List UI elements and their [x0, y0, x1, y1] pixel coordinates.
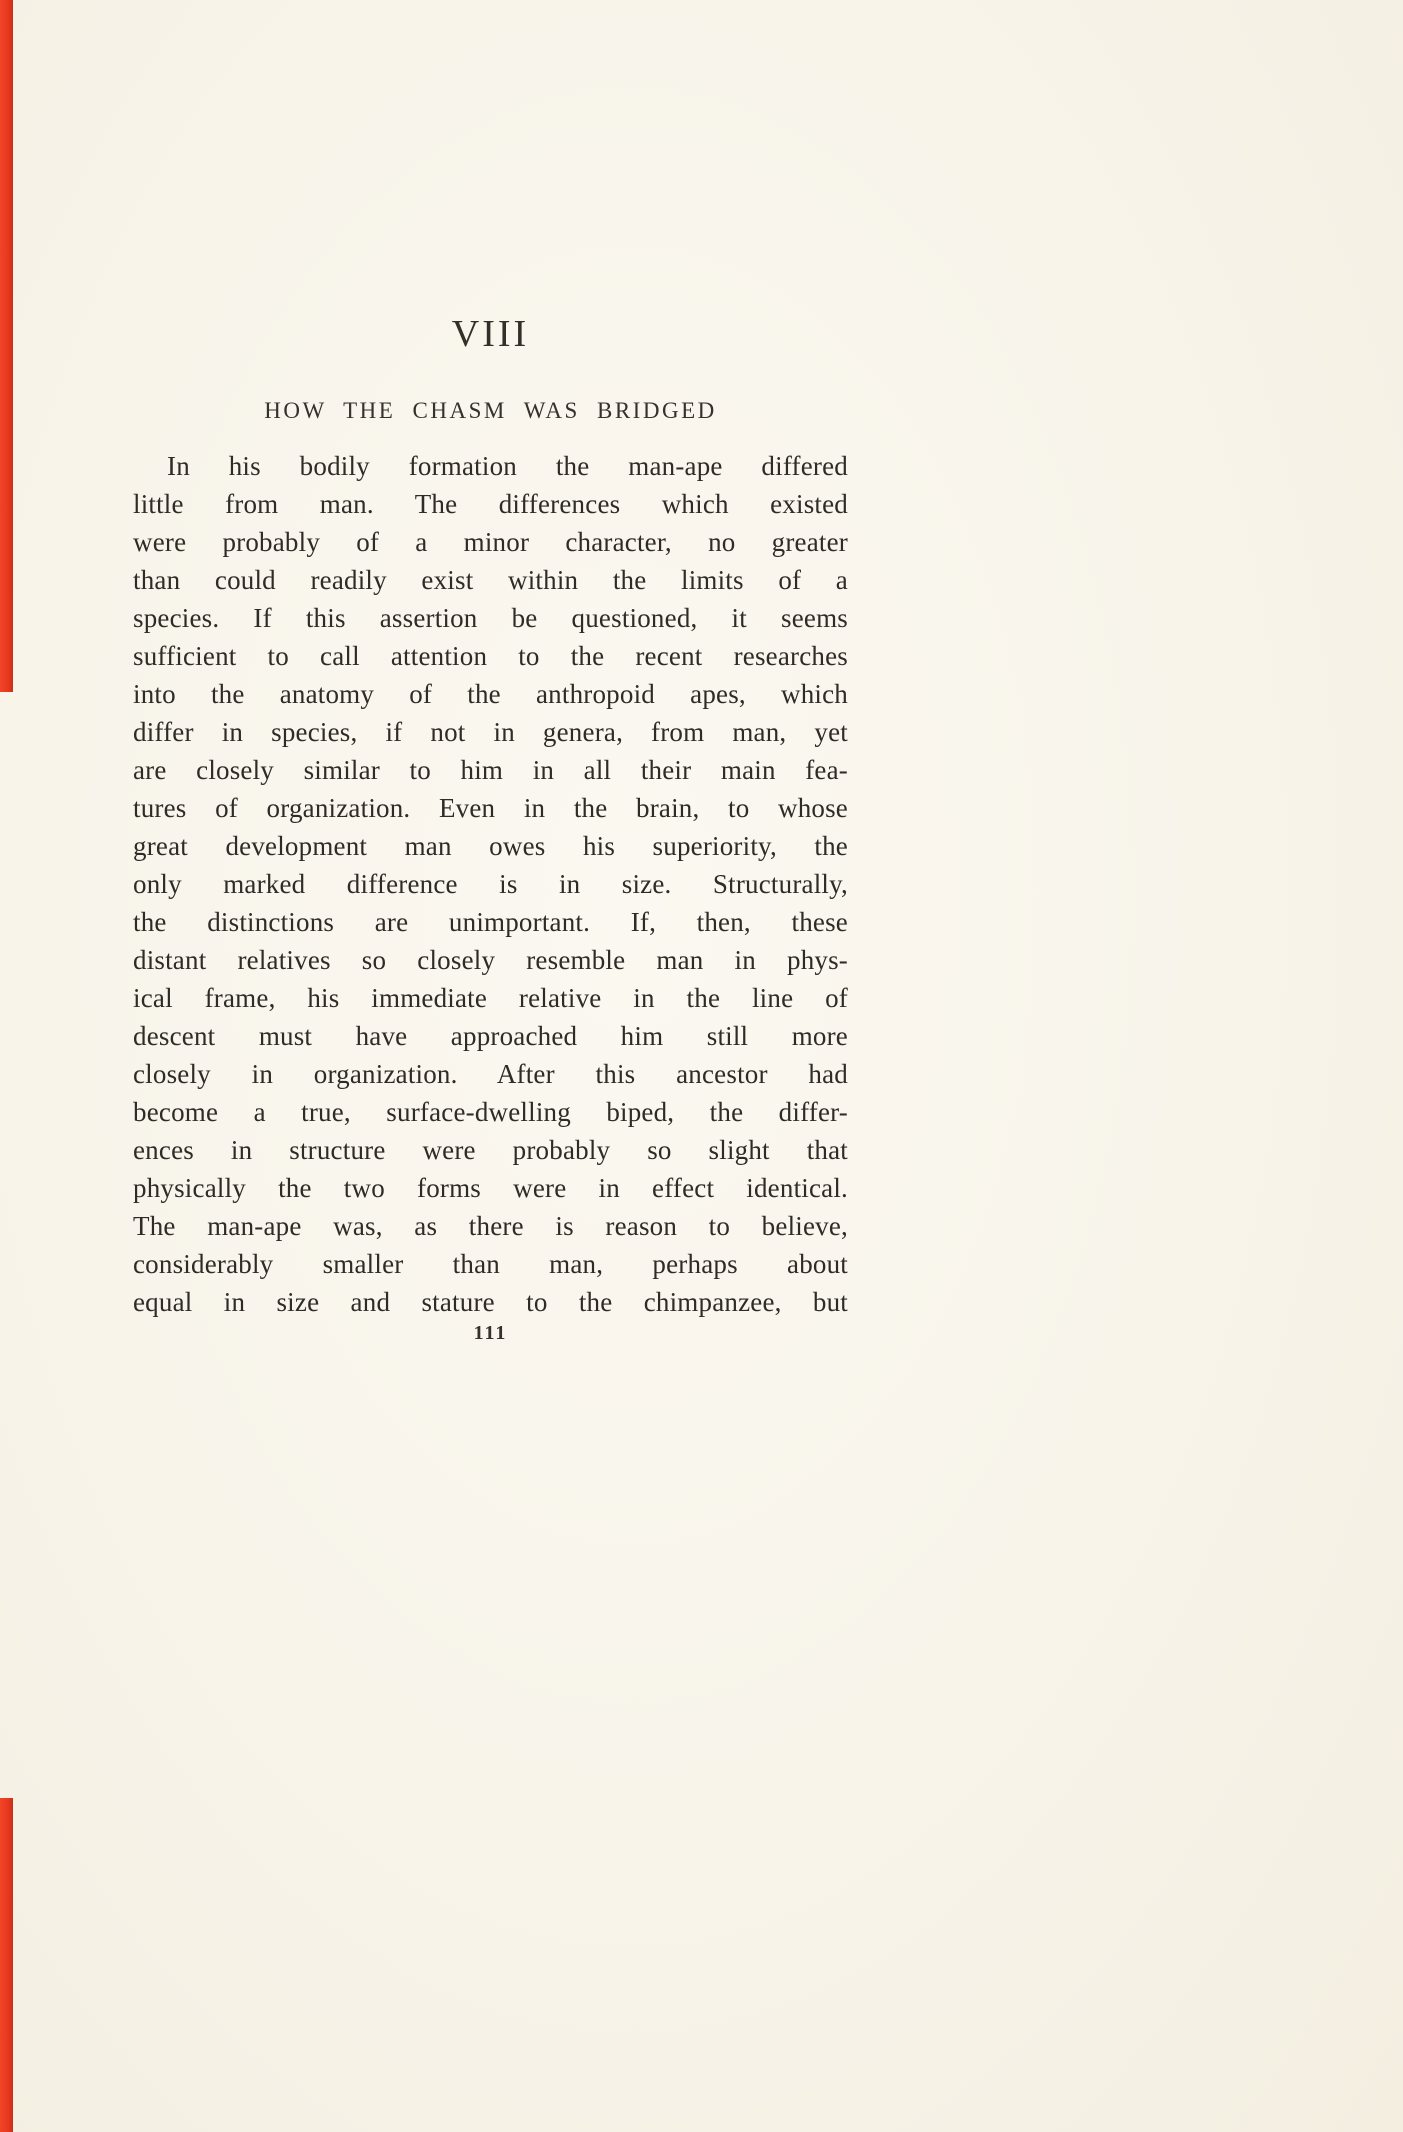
- text-line: into the anatomy of the anthropoid apes, which: [133, 679, 848, 709]
- text-line: were probably of a minor character, no greater: [133, 527, 848, 557]
- text-line: only marked difference is in size. Structurally,: [133, 869, 848, 899]
- text-line: distant relatives so closely resemble man in phys-: [133, 945, 848, 975]
- text-line: little from man. The differences which existed: [133, 489, 848, 519]
- text-line: physically the two forms were in effect identical.: [133, 1173, 848, 1203]
- text-line: closely in organization. After this ancestor had: [133, 1059, 848, 1089]
- page-number: 111: [473, 1322, 508, 1344]
- text-line: sufficient to call attention to the recent researches: [133, 641, 848, 671]
- text-line: equal in size and stature to the chimpanzee, but: [133, 1287, 848, 1317]
- text-line: species. If this assertion be questioned, it seems: [133, 603, 848, 633]
- text-line: In his bodily formation the man-ape differed: [167, 451, 848, 481]
- text-line: become a true, surface-dwelling biped, the differ-: [133, 1097, 848, 1127]
- book-edge-red-bottom: [0, 1798, 13, 2132]
- text-line: ences in structure were probably so slight that: [133, 1135, 848, 1165]
- text-line: considerably smaller than man, perhaps about: [133, 1249, 848, 1279]
- text-line: ical frame, his immediate relative in the line of: [133, 983, 848, 1013]
- book-edge-red-top: [0, 0, 13, 692]
- text-line: differ in species, if not in genera, from man, yet: [133, 717, 848, 747]
- text-line: are closely similar to him in all their main fea-: [133, 755, 848, 785]
- body-paragraph: [133, 447, 848, 1321]
- chapter-title: HOW THE CHASM WAS BRIDGED: [264, 398, 717, 423]
- chapter-number: VIII: [451, 313, 530, 355]
- text-line: tures of organization. Even in the brain, to whose: [133, 793, 848, 823]
- text-line: descent must have approached him still more: [133, 1021, 848, 1051]
- text-line: the distinctions are unimportant. If, then, these: [133, 907, 848, 937]
- text-line: than could readily exist within the limits of a: [133, 565, 848, 595]
- text-line: great development man owes his superiority, the: [133, 831, 848, 861]
- text-block: [133, 0, 848, 2132]
- text-line: The man-ape was, as there is reason to believe,: [133, 1211, 848, 1241]
